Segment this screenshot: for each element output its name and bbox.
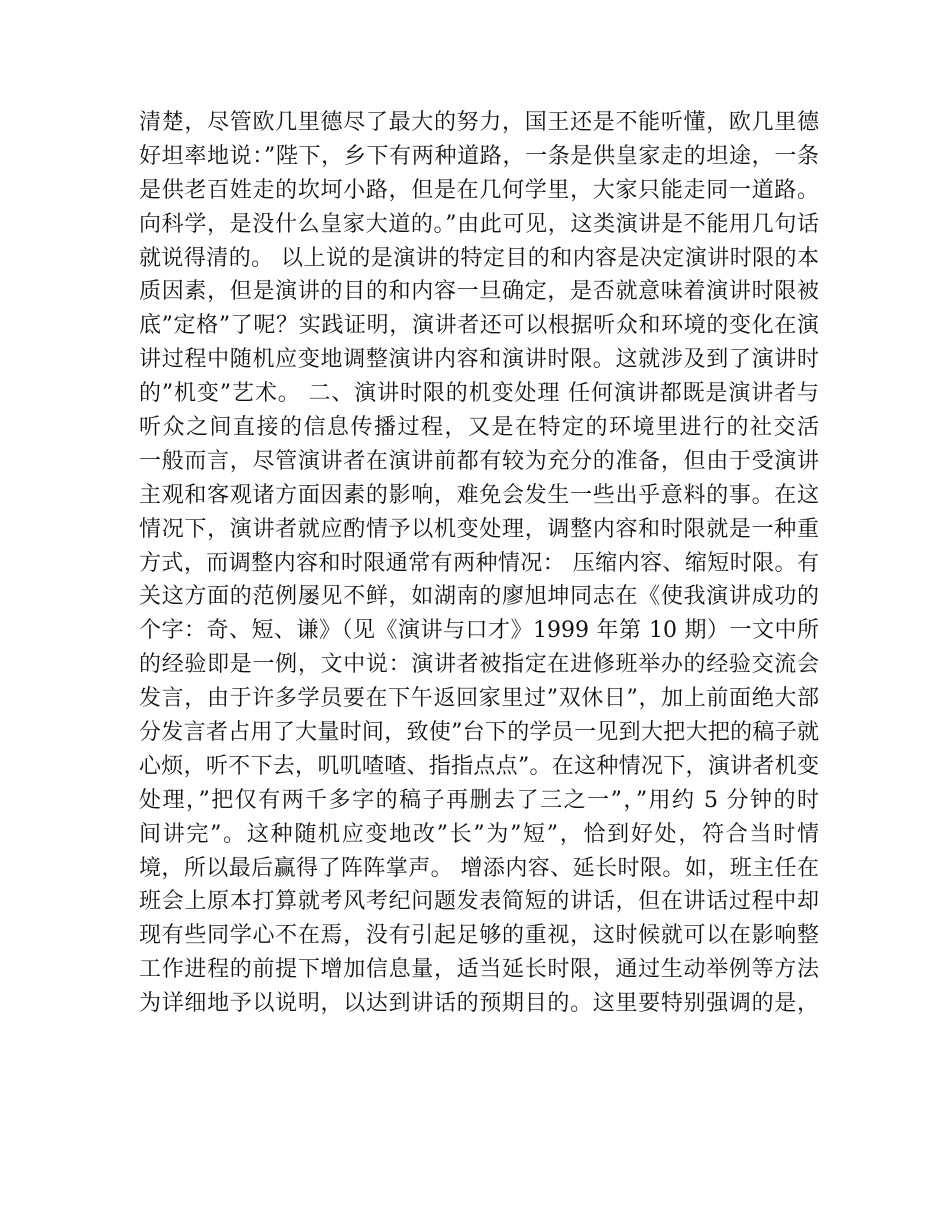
text-line: 境，所以最后赢得了阵阵掌声。 增添内容、延长时限。如，班主任在 (139, 855, 819, 881)
text-line: 的经验即是一例，文中说：演讲者被指定在进修班举办的经验交流会 (139, 652, 819, 678)
text-line: 好坦率地说：”陛下，乡下有两种道路，一条是供皇家走的坦途，一条 (139, 143, 819, 169)
text-line: 主观和客观诸方面因素的影响，难免会发生一些出乎意料的事。在这 (139, 482, 819, 508)
text-line: 间讲完”。这种随机应变地改”长”为”短”，恰到好处，符合当时情 (139, 821, 819, 847)
text-line: 的”机变”艺术。 二、演讲时限的机变处理 任何演讲都既是演讲者与 (139, 381, 819, 407)
text-line: 心烦，听不下去，叽叽喳喳、指指点点”。在这种情况下，演讲者机变 (139, 753, 819, 779)
text-line: 现有些同学心不在焉，没有引起足够的重视，这时候就可以在影响整 (139, 923, 819, 949)
text-line: 个字：奇、短、谦》（见《演讲与口才》1999 年第 10 期）一文中所 (139, 618, 819, 644)
text-line: 质因素，但是演讲的目的和内容一旦确定，是否就意味着演讲时限被 (139, 279, 819, 305)
text-line: 班会上原本打算就考风考纪问题发表简短的讲话，但在讲话过程中却 (139, 889, 819, 915)
text-line: 向科学，是没什么皇家大道的。”由此可见，这类演讲是不能用几句话 (139, 211, 819, 237)
body-text (139, 106, 819, 1021)
text-line: 是供老百姓走的坎坷小路，但是在几何学里，大家只能走同一道路。 (139, 177, 819, 203)
text-line: 工作进程的前提下增加信息量，适当延长时限，通过生动举例等方法 (139, 957, 819, 983)
text-line: 关这方面的范例屡见不鲜，如湖南的廖旭坤同志在《使我演讲成功的 (139, 584, 819, 610)
text-line: 情况下，演讲者就应酌情予以机变处理，调整内容和时限就是一种重 (139, 516, 819, 542)
text-line: 一般而言，尽管演讲者在演讲前都有较为充分的准备，但由于受演讲 (139, 448, 819, 474)
text-line: 方式，而调整内容和时限通常有两种情况： 压缩内容、缩短时限。有 (139, 550, 819, 576)
text-line: 就说得清的。 以上说的是演讲的特定目的和内容是决定演讲时限的本 (139, 245, 819, 271)
text-line: 听众之间直接的信息传播过程，又是在特定的环境里进行的社交活 (139, 415, 819, 441)
text-line: 清楚，尽管欧几里德尽了最大的努力，国王还是不能听懂，欧几里德 (139, 110, 819, 135)
text-line: 处理，”把仅有两千多字的稿子再删去了三之一”，”用约 5 分钟的时 (139, 787, 819, 813)
text-line: 发言，由于许多学员要在下午返回家里过”双休日”，加上前面绝大部 (139, 686, 819, 712)
text-line: 为详细地予以说明，以达到讲话的预期目的。这里要特别强调的是， (139, 991, 819, 1017)
text-line: 分发言者占用了大量时间，致使”台下的学员一见到大把大把的稿子就 (139, 720, 819, 746)
text-line: 讲过程中随机应变地调整演讲内容和演讲时限。这就涉及到了演讲时 (139, 347, 819, 373)
text-line: 底”定格”了呢？实践证明，演讲者还可以根据听众和环境的变化在演 (139, 313, 819, 339)
